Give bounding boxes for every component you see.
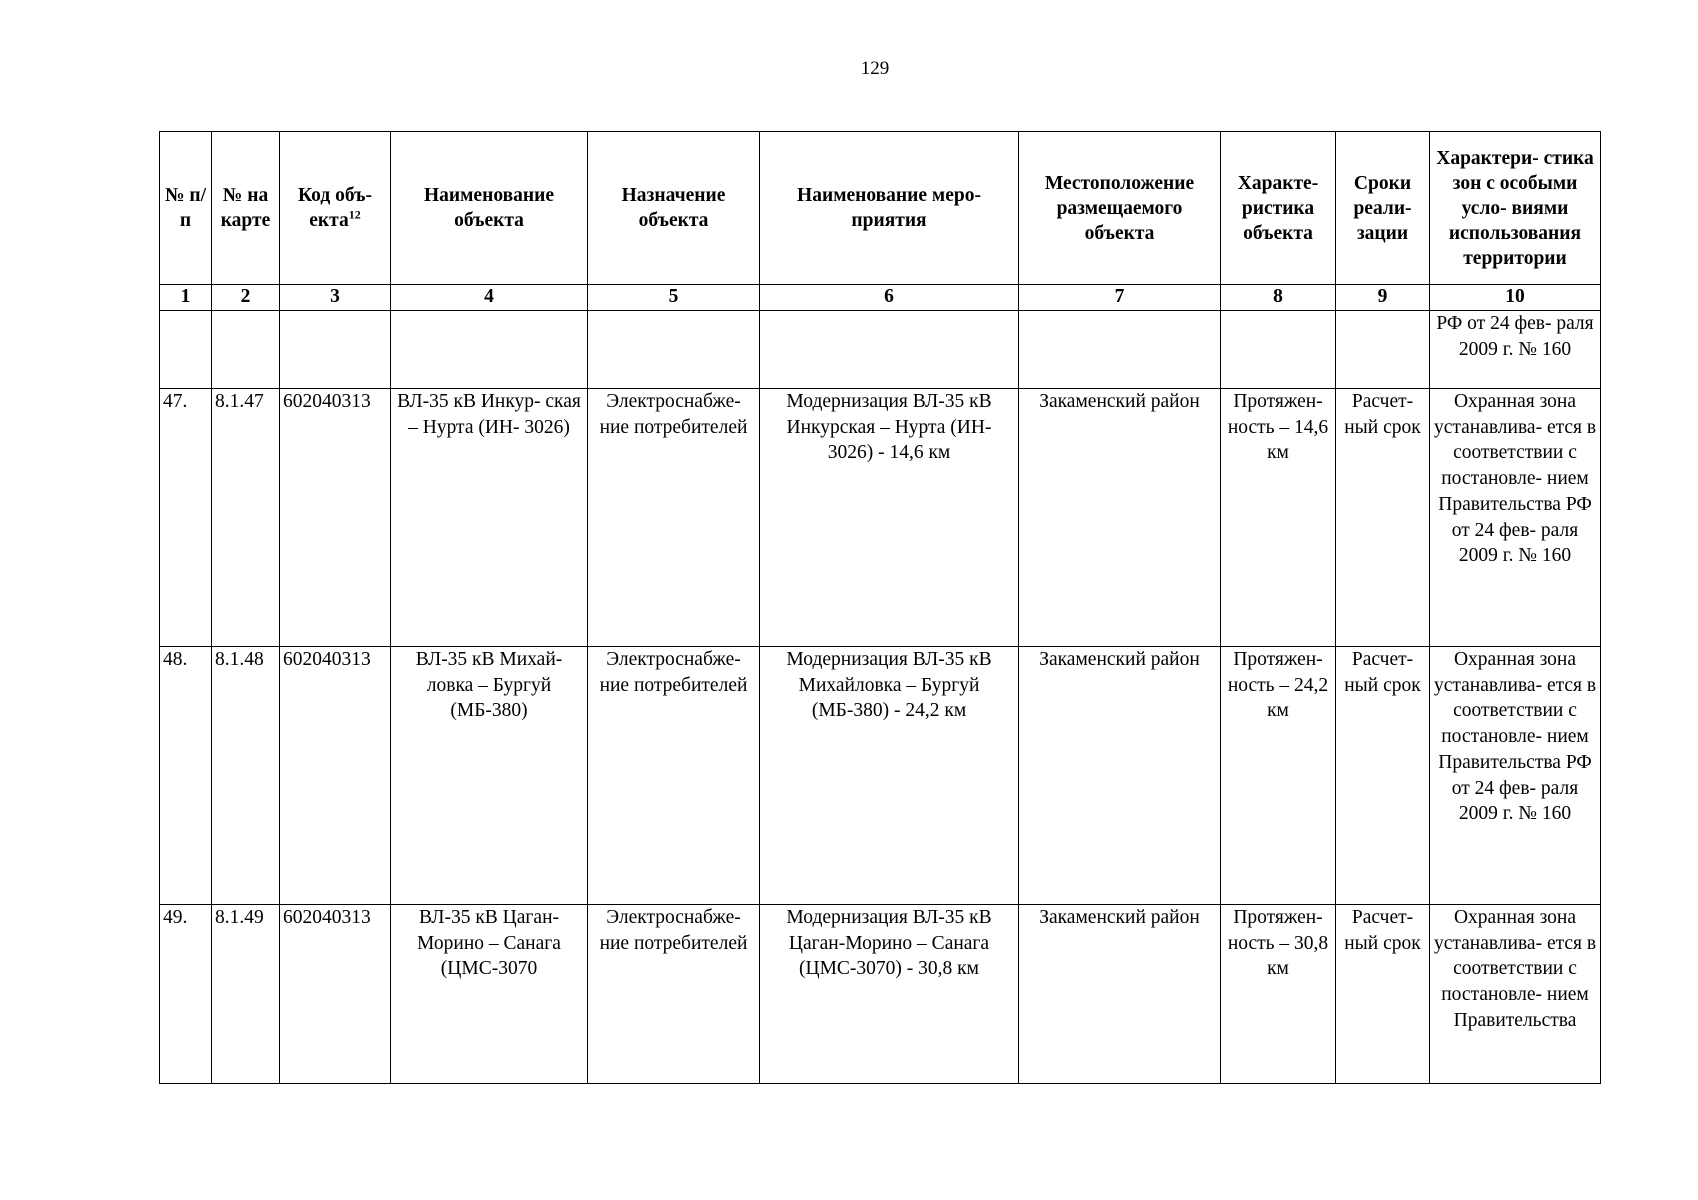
term-cell: Расчет- ный срок (1336, 647, 1430, 905)
column-number: 6 (760, 285, 1019, 311)
column-number: 8 (1221, 285, 1336, 311)
continuation-row (160, 311, 1601, 389)
term-cell: Расчет- ный срок (1336, 905, 1430, 1084)
map-no-cell: 8.1.47 (212, 389, 280, 647)
header-code-text: Код объ- екта (298, 185, 372, 231)
purpose-cell: Электроснабже- ние потребителей (588, 389, 760, 647)
object-name-cell: ВЛ-35 кВ Инкур- ская – Нурта (ИН- 3026) (391, 389, 588, 647)
column-number-row (160, 285, 1601, 311)
characteristic-cell: Протяжен- ность – 24,2 км (1221, 647, 1336, 905)
header-zone: Характери- стика зон с особыми усло- виями использования территории (1430, 132, 1601, 285)
object-name-cell: ВЛ-35 кВ Михай- ловка – Бургуй (МБ-380) (391, 647, 588, 905)
location-cell: Закаменский район (1019, 905, 1221, 1084)
object-name-cell: ВЛ-35 кВ Цаган- Морино – Санага (ЦМС-3070 (391, 905, 588, 1084)
table-row (160, 389, 1601, 647)
code-cell: 602040313 (280, 647, 391, 905)
column-number: 1 (160, 285, 212, 311)
column-number: 10 (1430, 285, 1601, 311)
location-cell: Закаменский район (1019, 647, 1221, 905)
measure-cell: Модернизация ВЛ-35 кВ Цаган-Морино – Санага (ЦМС-3070) - 30,8 км (760, 905, 1019, 1084)
column-number: 7 (1019, 285, 1221, 311)
map-no-cell: 8.1.49 (212, 905, 280, 1084)
purpose-cell: Электроснабже- ние потребителей (588, 905, 760, 1084)
characteristic-cell: Протяжен- ность – 30,8 км (1221, 905, 1336, 1084)
code-cell: 602040313 (280, 905, 391, 1084)
row-num: 49. (160, 905, 212, 1084)
zone-cell: РФ от 24 фев- раля 2009 г. № 160 (1430, 311, 1601, 389)
measure-cell: Модернизация ВЛ-35 кВ Инкурская – Нурта (ИН- 3026) - 14,6 км (760, 389, 1019, 647)
header-characteristic: Характе- ристика объекта (1221, 132, 1336, 285)
table-row (160, 647, 1601, 905)
page-number: 129 (860, 58, 890, 79)
map-no-cell: 8.1.48 (212, 647, 280, 905)
zone-cell: Охранная зона устанавлива- ется в соответствии с постановле- нием Правительства РФ от 24 фев- раля 2009 г. № 160 (1430, 647, 1601, 905)
column-number: 4 (391, 285, 588, 311)
zone-cell: Охранная зона устанавлива- ется в соответствии с постановле- нием Правительства РФ от 24 фев- раля 2009 г. № 160 (1430, 389, 1601, 647)
column-number: 3 (280, 285, 391, 311)
row-num: 47. (160, 389, 212, 647)
header-code (280, 132, 391, 285)
purpose-cell: Электроснабже- ние потребителей (588, 647, 760, 905)
header-term: Сроки реали- зации (1336, 132, 1430, 285)
header-row (160, 132, 1601, 285)
measure-cell: Модернизация ВЛ-35 кВ Михайловка – Бургуй (МБ-380) - 24,2 км (760, 647, 1019, 905)
table-row (160, 905, 1601, 1084)
header-purpose: Назначение объекта (588, 132, 760, 285)
header-measure: Наименование меро- приятия (760, 132, 1019, 285)
header-num: № п/п (160, 132, 212, 285)
characteristic-cell: Протяжен- ность – 14,6 км (1221, 389, 1336, 647)
column-number: 5 (588, 285, 760, 311)
code-cell: 602040313 (280, 389, 391, 647)
objects-table (159, 131, 1601, 1084)
footnote-ref: 12 (348, 207, 361, 222)
column-number: 2 (212, 285, 280, 311)
column-number: 9 (1336, 285, 1430, 311)
location-cell: Закаменский район (1019, 389, 1221, 647)
term-cell: Расчет- ный срок (1336, 389, 1430, 647)
row-num: 48. (160, 647, 212, 905)
header-location: Местоположение размещаемого объекта (1019, 132, 1221, 285)
header-map-no: № на карте (212, 132, 280, 285)
zone-cell: Охранная зона устанавлива- ется в соответствии с постановле- нием Правительства (1430, 905, 1601, 1084)
header-name: Наименование объекта (391, 132, 588, 285)
